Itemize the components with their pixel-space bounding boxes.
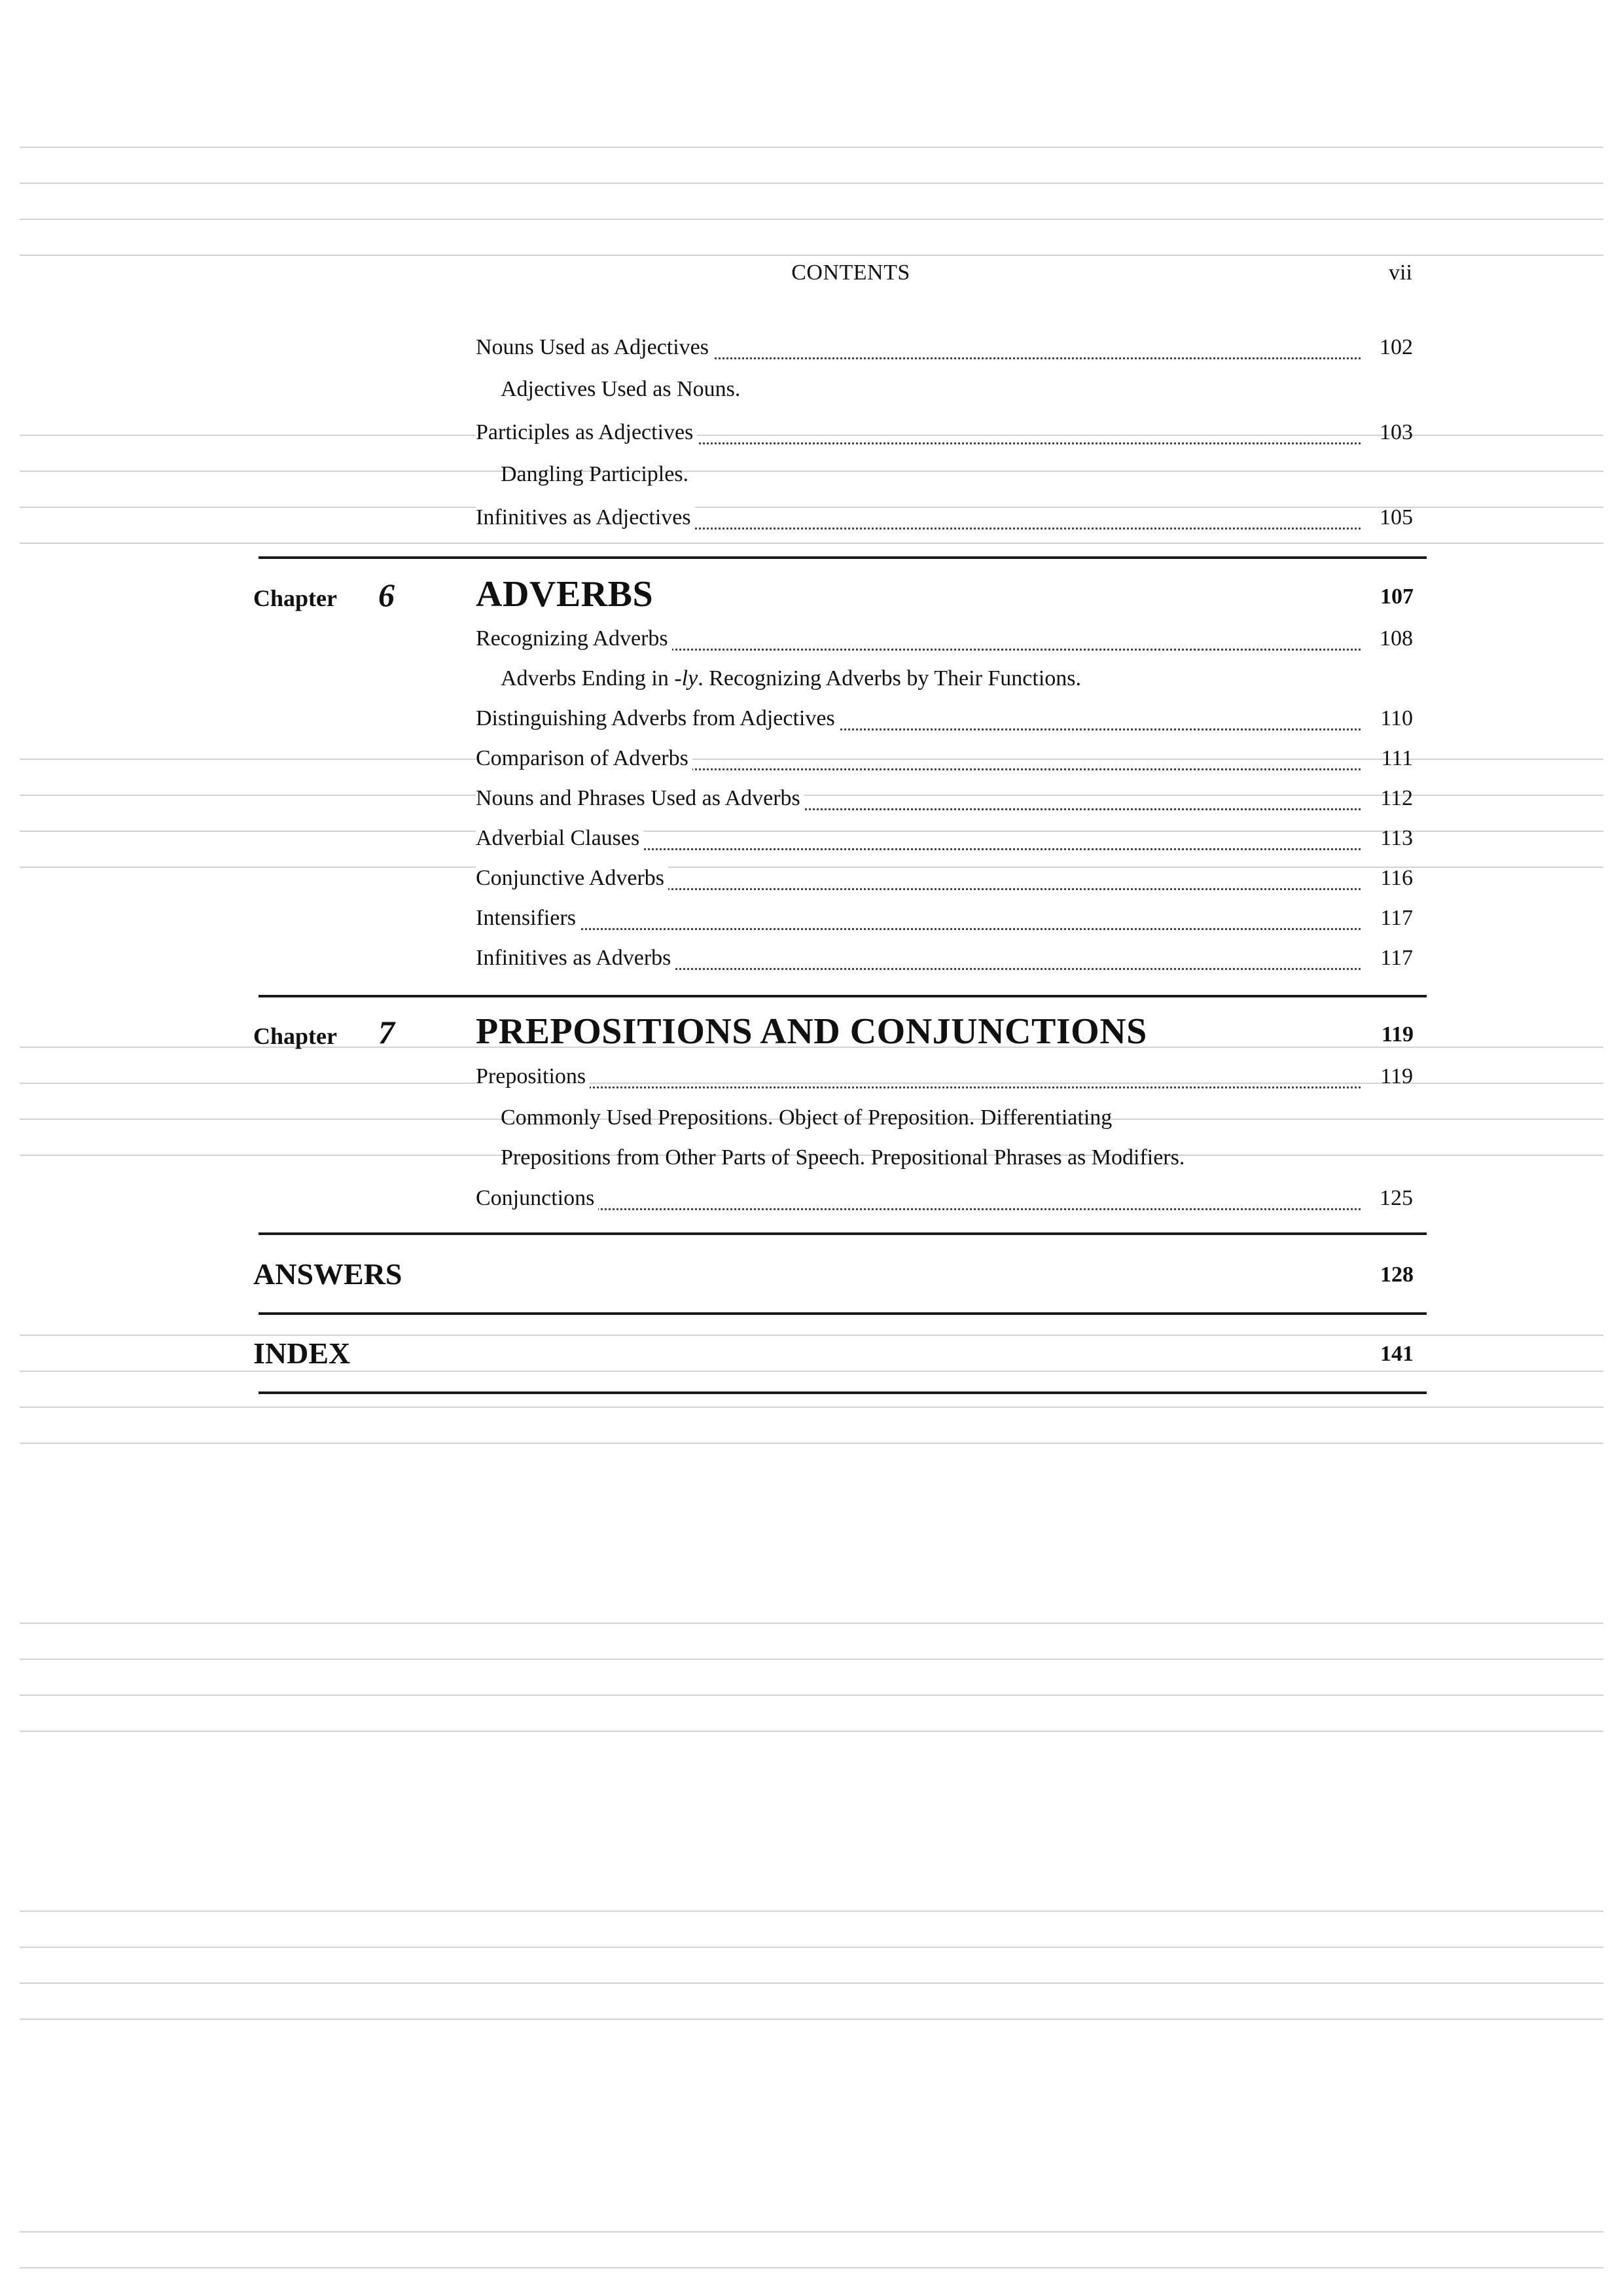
entry-page: 113: [1380, 826, 1413, 850]
entry-label: Nouns and Phrases Used as Adverbs: [476, 783, 804, 814]
answers-title[interactable]: ANSWERS: [253, 1257, 402, 1291]
toc-entry[interactable]: [476, 903, 1413, 933]
section-divider: [259, 1391, 1427, 1394]
entry-page: 105: [1380, 505, 1413, 529]
header-title: CONTENTS: [791, 260, 910, 285]
leader-dots: [476, 908, 1361, 930]
toc-subentry: Commonly Used Prepositions. Object of Preposition. Differentiating: [501, 1105, 1113, 1130]
entry-label: Adverbial Clauses: [476, 823, 643, 853]
chapter-number: 7: [378, 1014, 395, 1050]
leader-dots: [476, 1067, 1361, 1088]
entry-page: 125: [1380, 1186, 1413, 1210]
toc-entry[interactable]: [476, 863, 1413, 893]
leader-dots: [476, 1189, 1361, 1210]
entry-page: 108: [1380, 626, 1413, 651]
entry-page: 111: [1381, 746, 1413, 770]
chapter-label: Chapter: [253, 1023, 337, 1049]
entry-page: 119: [1380, 1064, 1413, 1088]
chapter-page: 119: [1381, 1022, 1414, 1047]
toc-entry[interactable]: [476, 503, 1413, 533]
chapter-page: 107: [1380, 584, 1414, 609]
entry-page: 116: [1380, 866, 1413, 890]
section-divider: [259, 1312, 1427, 1315]
toc-entry[interactable]: [476, 624, 1413, 654]
chapter-divider: [259, 995, 1427, 997]
entry-label: Infinitives as Adverbs: [476, 943, 675, 973]
entry-page: 117: [1380, 946, 1413, 970]
chapter-label: Chapter: [253, 585, 337, 611]
index-page: 141: [1380, 1342, 1414, 1366]
toc-subentry: Adjectives Used as Nouns.: [501, 377, 741, 401]
entry-page: 102: [1380, 335, 1413, 359]
toc-subentry: Prepositions from Other Parts of Speech. Prepositional Phrases as Modifiers.: [501, 1145, 1185, 1170]
entry-label: Conjunctive Adverbs: [476, 863, 668, 893]
toc-entry[interactable]: [476, 1062, 1413, 1092]
entry-label: Comparison of Adverbs: [476, 744, 692, 774]
entry-label: Distinguishing Adverbs from Adjectives: [476, 704, 839, 734]
chapter-divider: [259, 556, 1427, 559]
toc-entry[interactable]: [476, 704, 1413, 734]
entry-page: 110: [1380, 706, 1413, 730]
toc-entry[interactable]: [476, 943, 1413, 973]
entry-label: Nouns Used as Adjectives: [476, 332, 713, 363]
entry-label: Conjunctions: [476, 1183, 598, 1213]
chapter-title[interactable]: PREPOSITIONS AND CONJUNCTIONS: [476, 1011, 1147, 1052]
entry-label: Infinitives as Adjectives: [476, 503, 695, 533]
chapter-number: 6: [378, 577, 395, 613]
entry-label: Prepositions: [476, 1062, 590, 1092]
entry-label: Recognizing Adverbs: [476, 624, 672, 654]
toc-entry[interactable]: [476, 332, 1413, 363]
answers-page: 128: [1380, 1263, 1414, 1287]
toc-entry[interactable]: [476, 1183, 1413, 1213]
toc-entry[interactable]: [476, 783, 1413, 814]
entry-page: 112: [1380, 786, 1413, 810]
toc-subentry: Dangling Participles.: [501, 462, 689, 486]
entry-label: Participles as Adjectives: [476, 418, 697, 448]
chapter-title[interactable]: ADVERBS: [476, 574, 654, 615]
section-divider: [259, 1232, 1427, 1235]
toc-entry[interactable]: [476, 823, 1413, 853]
toc-entry[interactable]: [476, 418, 1413, 448]
toc-entry[interactable]: [476, 744, 1413, 774]
toc-subentry: Adverbs Ending in -ly. Recognizing Adverbs by Their Functions.: [501, 666, 1082, 691]
running-header: [0, 260, 1623, 287]
entry-page: 103: [1380, 420, 1413, 444]
header-page-number: vii: [1389, 260, 1412, 285]
entry-page: 117: [1380, 906, 1413, 930]
index-title[interactable]: INDEX: [253, 1336, 351, 1370]
entry-label: Intensifiers: [476, 903, 580, 933]
